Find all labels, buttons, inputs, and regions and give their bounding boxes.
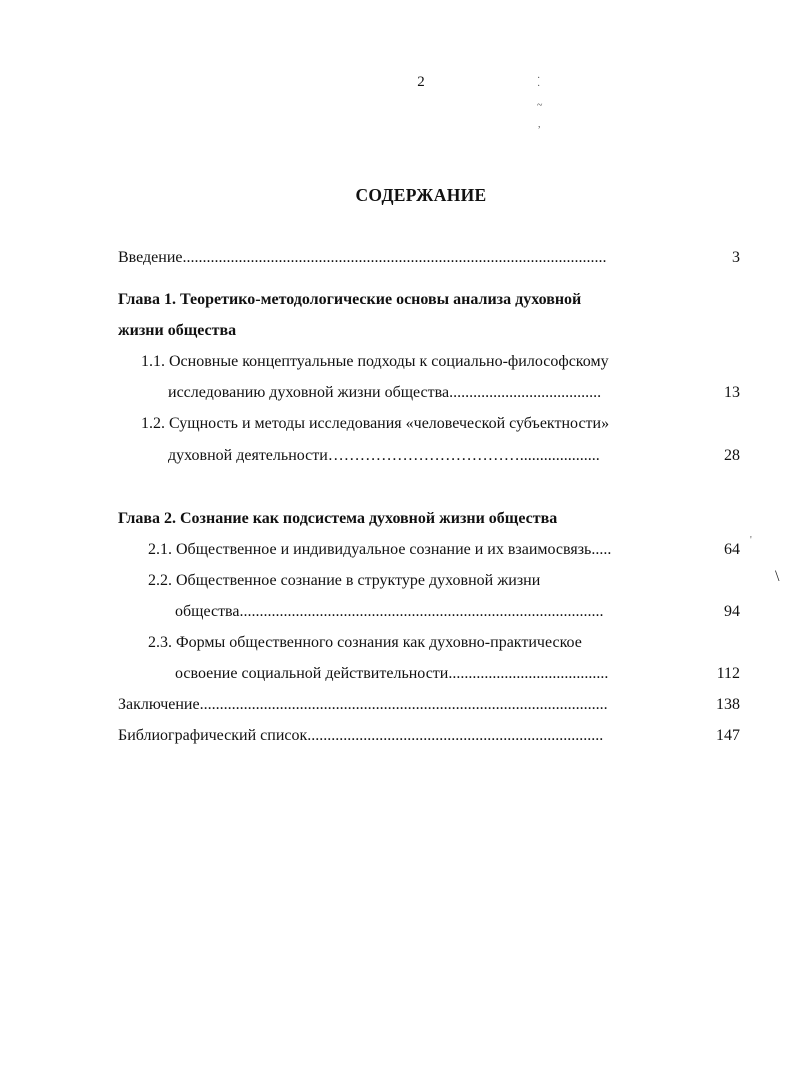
toc-entry-page: 13	[724, 384, 740, 401]
section-title-line: 1.2. Сущность и методы исследования «человеческой субъектности»	[141, 415, 610, 432]
page-title: СОДЕРЖАНИЕ	[355, 185, 487, 205]
page-number: 2	[417, 74, 425, 90]
section-title-line: 2.1. Общественное и индивидуальное сознание и их взаимосвязь.....	[148, 541, 612, 558]
scan-artifact: \	[775, 568, 780, 585]
section-title-line: 1.1. Основные концептуальные подходы к социально-философскому	[141, 353, 609, 370]
scan-artifact: ~	[537, 100, 543, 111]
toc-entry-page: 64	[724, 541, 740, 558]
toc-entry-page: 112	[716, 665, 740, 682]
section-title-line: 2.2. Общественное сознание в структуре духовной жизни	[148, 572, 541, 589]
chapter-heading-line: жизни общества	[118, 322, 237, 339]
toc-entry-label: Библиографический список..........................................................................	[118, 727, 604, 744]
toc-entry-page: 28	[724, 447, 740, 464]
section-title-line: 2.3. Формы общественного сознания как духовно-практическое	[148, 634, 582, 651]
scan-artifact: ·	[537, 81, 541, 92]
toc-entry-page: 147	[716, 727, 740, 744]
toc-entry-label: Введение..........................................................................................................	[118, 249, 607, 266]
toc-entry-page: 138	[716, 696, 740, 713]
section-title-line: исследованию духовной жизни общества......................................	[168, 384, 602, 401]
scan-artifact: ,	[538, 119, 541, 130]
toc-entry-page: 3	[732, 249, 740, 266]
scan-artifact: '	[750, 535, 752, 546]
section-title-line: духовной деятельности………………………………....................	[168, 447, 600, 464]
section-title-line: освоение социальной действительности........................................	[175, 665, 609, 682]
toc-entry-page: 94	[724, 603, 740, 620]
section-title-line: общества...........................................................................................	[175, 603, 604, 620]
chapter-heading-line: Глава 1. Теоретико-методологические основы анализа духовной	[118, 291, 582, 308]
toc-entry-label: Заключение......................................................................................................	[118, 696, 608, 713]
scan-artifact: ·	[537, 73, 541, 84]
chapter-heading-line: Глава 2. Сознание как подсистема духовной жизни общества	[118, 510, 558, 527]
